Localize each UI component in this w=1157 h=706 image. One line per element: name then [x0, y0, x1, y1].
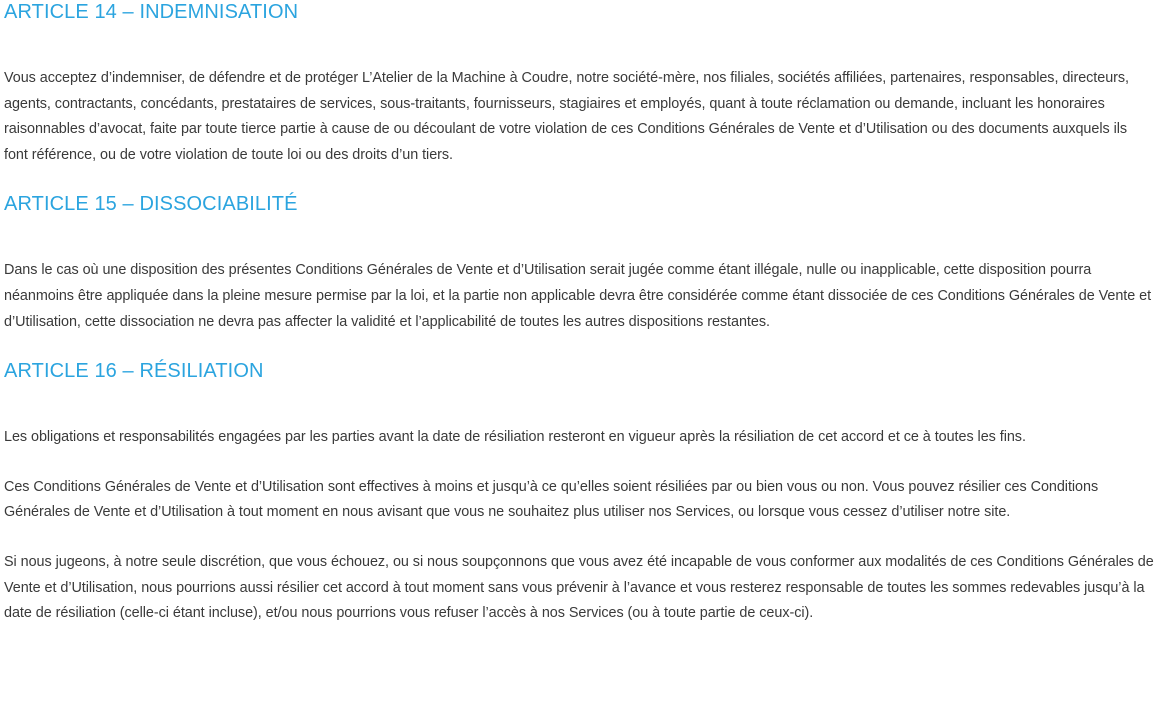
article-16-paragraph-3: Si nous jugeons, à notre seule discrétion, que vous échouez, ou si nous soupçonnons que vous avez été incapable de vous conformer aux modalités de ces Conditions Générales de Vente et d’Utilisation, nous pourrions aussi résilier cet accord à tout moment sans vous prévenir à l’avance et vous resterez responsable de toutes les sommes redevables jusqu’à la date de résiliation (celle-ci étant incluse), et/ou nous pourrions vous refuser l’accès à nos Services (ou à toute partie de ceux-ci).: [4, 553, 1154, 622]
article-14-heading: ARTICLE 14 – INDEMNISATION: [4, 1, 299, 23]
article-14: [4, 0, 1154, 168]
article-15-heading: ARTICLE 15 – DISSOCIABILITÉ: [4, 193, 298, 216]
article-16-paragraph-1: Les obligations et responsabilités engagées par les parties avant la date de résiliation resteront en vigueur après la résiliation de cet accord et ce à toutes les fins.: [4, 429, 1026, 446]
article-15: [4, 192, 1154, 335]
article-16-heading: ARTICLE 16 – RÉSILIATION: [4, 360, 264, 383]
terms-content: [4, 0, 1154, 627]
article-15-paragraph-1: Dans le cas où une disposition des présentes Conditions Générales de Vente et d’Utilisation serait jugée comme étant illégale, nulle ou inapplicable, cette disposition pourra néanmoins être appliquée dans la pleine mesure permise par la loi, et la partie non applicable devra être considérée comme étant dissociée de ces Conditions Générales de Vente et d’Utilisation, cette dissociation ne devra pas affecter la validité et l’applicabilité de toutes les autres dispositions restantes.: [4, 262, 1152, 330]
article-16-paragraph-2: Ces Conditions Générales de Vente et d’Utilisation sont effectives à moins et jusqu’à ce qu’elles soient résiliées par ou bien vous ou non. Vous pouvez résilier ces Conditions Générales de Vente et d’Utilisation à tout moment en nous avisant que vous ne souhaitez plus utiliser nos Services, ou lorsque vous cessez d’utiliser notre site.: [4, 478, 1099, 521]
article-16: [4, 359, 1154, 627]
article-14-paragraph-1: Vous acceptez d’indemniser, de défendre et de protéger L’Atelier de la Machine à Coudre, notre société-mère, nos filiales, sociétés affiliées, partenaires, responsables, directeurs, agents, contractants, concédants, prestataires de services, sous-traitants, fournisseurs, stagiaires et employés, quant à toute réclamation ou demande, incluant les honoraires raisonnables d’avocat, faite par toute tierce partie à cause de ou découlant de votre violation de ces Conditions Générales de Vente et d’Utilisation ou des documents auxquels ils font référence, ou de votre violation de toute loi ou des droits d’un tiers.: [4, 70, 1129, 163]
